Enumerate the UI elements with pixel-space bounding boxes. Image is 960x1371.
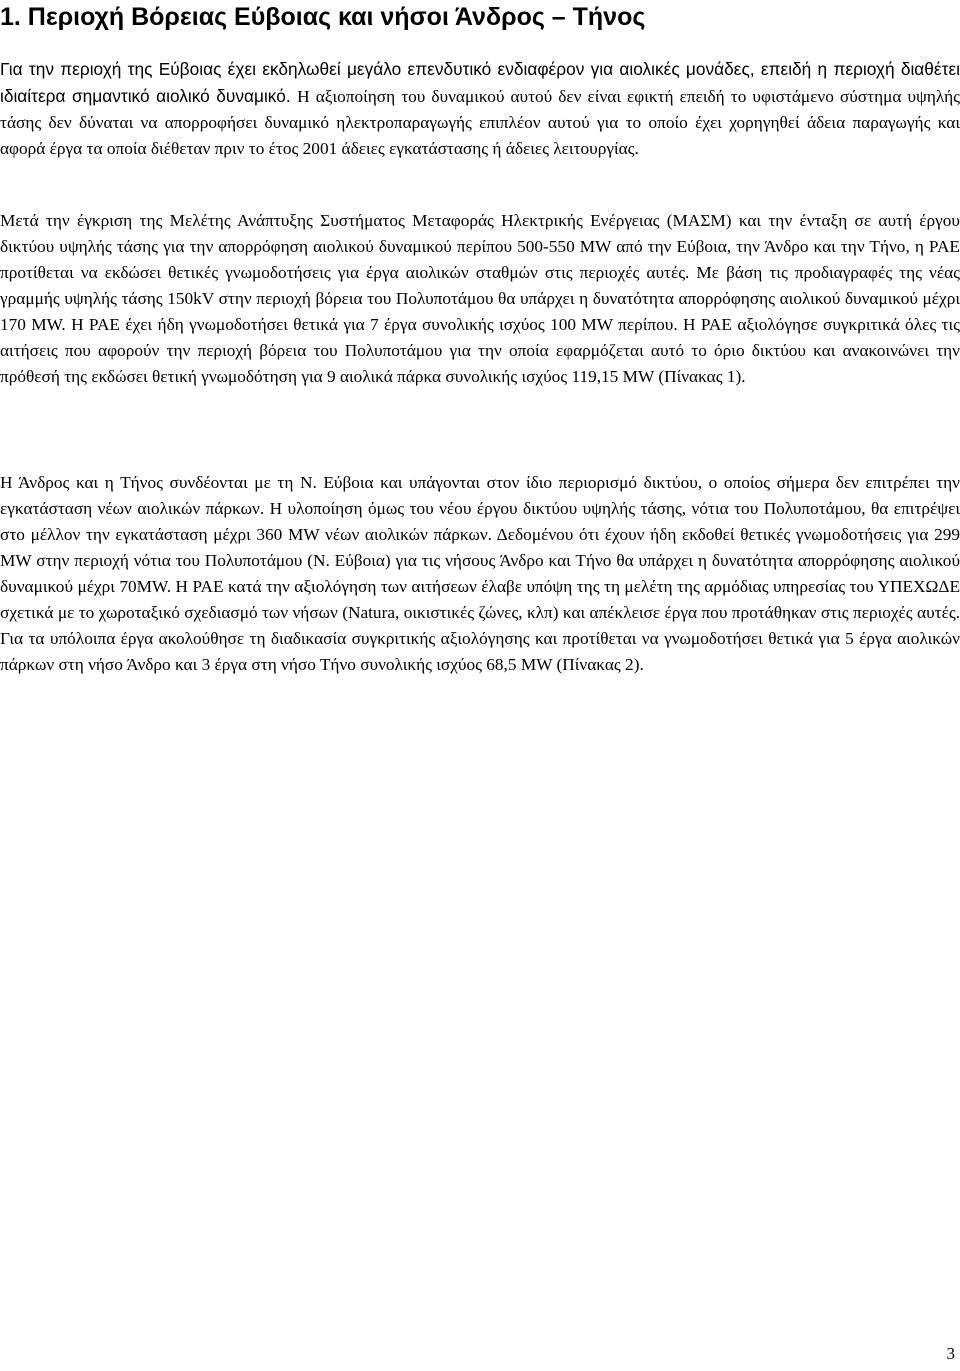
paragraph-masm: Μετά την έγκριση της Μελέτης Ανάπτυξης Συστήματος Μεταφοράς Ηλεκτρικής Ενέργειας (ΜΑΣΜ) και την ένταξη σε αυτή έργου δικτύου υψηλής τάσης για την απορρόφηση αιολικού δυναμικού περίπου 500-550 MW από την Εύβοια, την Άνδρο και την Τήνο, η ΡΑΕ προτίθεται να εκδώσει θετικές γνωμοδοτήσεις για έργα αιολικών σταθμών στις περιοχές αυτές. Με βάση τις προδιαγραφές της νέας γραμμής υψηλής τάσης 150kV στην περιοχή βόρεια του Πολυποτάμου θα υπάρχει η δυνατότητα απορρόφησης αιολικού δυναμικού μέχρι 170 MW. Η ΡΑΕ έχει ήδη γνωμοδοτήσει θετικά για 7 έργα συνολικής ισχύος 100 MW περίπου. Η ΡΑΕ αξιολόγησε συγκριτικά όλες τις αιτήσεις που αφορούν την περιοχή βόρεια του Πολυποτάμου για την οποία εφαρμόζεται αυτό το όριο δικτύου και ανακοινώνει την πρόθεσή της εκδώσει θετική γνωμοδότηση για 9 αιολικά πάρκα συνολικής ισχύος 119,15 MW (Πίνακας 1). (0, 211, 960, 386)
paragraph-andros-tinos: Η Άνδρος και η Τήνος συνδέονται με τη Ν. Εύβοια και υπάγονται στον ίδιο περιορισμό δικτύου, ο οποίος σήμερα δεν επιτρέπει την εγκατάσταση νέων αιολικών πάρκων. Η υλοποίηση όμως του νέου έργου δικτύου υψηλής τάσης, νότια του Πολυποτάμου, θα επιτρέψει στο μέλλον την εγκατάσταση μέχρι 360 MW νέων αιολικών πάρκων. Δεδομένου ότι έχουν ήδη εκδοθεί θετικές γνωμοδοτήσεις για 299 MW στην περιοχή νότια του Πολυποτάμου (Ν. Εύβοια) για τις νήσους Άνδρο και Τήνο θα υπάρχει η δυνατότητα απορρόφησης αιολικού δυναμικού μέχρι 70MW. Η ΡΑΕ κατά την αξιολόγηση των αιτήσεων έλαβε υπόψη της τη μελέτη της αρμόδιας υπηρεσίας του ΥΠΕΧΩΔΕ σχετικά με το χωροταξικό σχεδιασμό των νήσων (Natura, οικιστικές ζώνες, κλπ) και απέκλεισε έργα που προτάθηκαν στις περιοχές αυτές. Για τα υπόλοιπα έργα ακολούθησε τη διαδικασία συγκριτικής αξιολόγησης και προτίθεται να γνωμοδοτήσει θετικά για 5 έργα αιολικών πάρκων στη νήσο Άνδρο και 3 έργα στη νήσο Τήνο συνολικής ισχύος 68,5 MW (Πίνακας 2). (0, 473, 960, 674)
page-number: 3 (946, 1344, 955, 1363)
paragraph-intro-rest: Η αξιοποίηση του δυναμικού αυτού δεν είναι εφικτή επειδή το υφιστάμενο σύστημα υψηλής τάσης δεν δύναται να απορροφήσει δυναμικό ηλεκτροπαραγωγής επιπλέον αυτού για το οποίο έχει χορηγηθεί άδεια παραγωγής και αφορά έργα τα οποία διέθεταν πριν το έτος 2001 άδειες εγκατάστασης ή άδειες λειτουργίας. (0, 87, 960, 158)
page-title: 1. Περιοχή Βόρειας Εύβοιας και νήσοι Άνδρος – Τήνος (0, 3, 646, 31)
paragraph-intro-lead: Για την περιοχή της Εύβοιας έχει εκδηλωθεί μεγάλο επενδυτικό ενδιαφέρον για αιολικές μονάδες, επειδή η περιοχή διαθέτει ιδιαίτερα σημαντικό αιολικό δυναμικό. (0, 59, 960, 106)
paragraph-intro (0, 56, 960, 162)
